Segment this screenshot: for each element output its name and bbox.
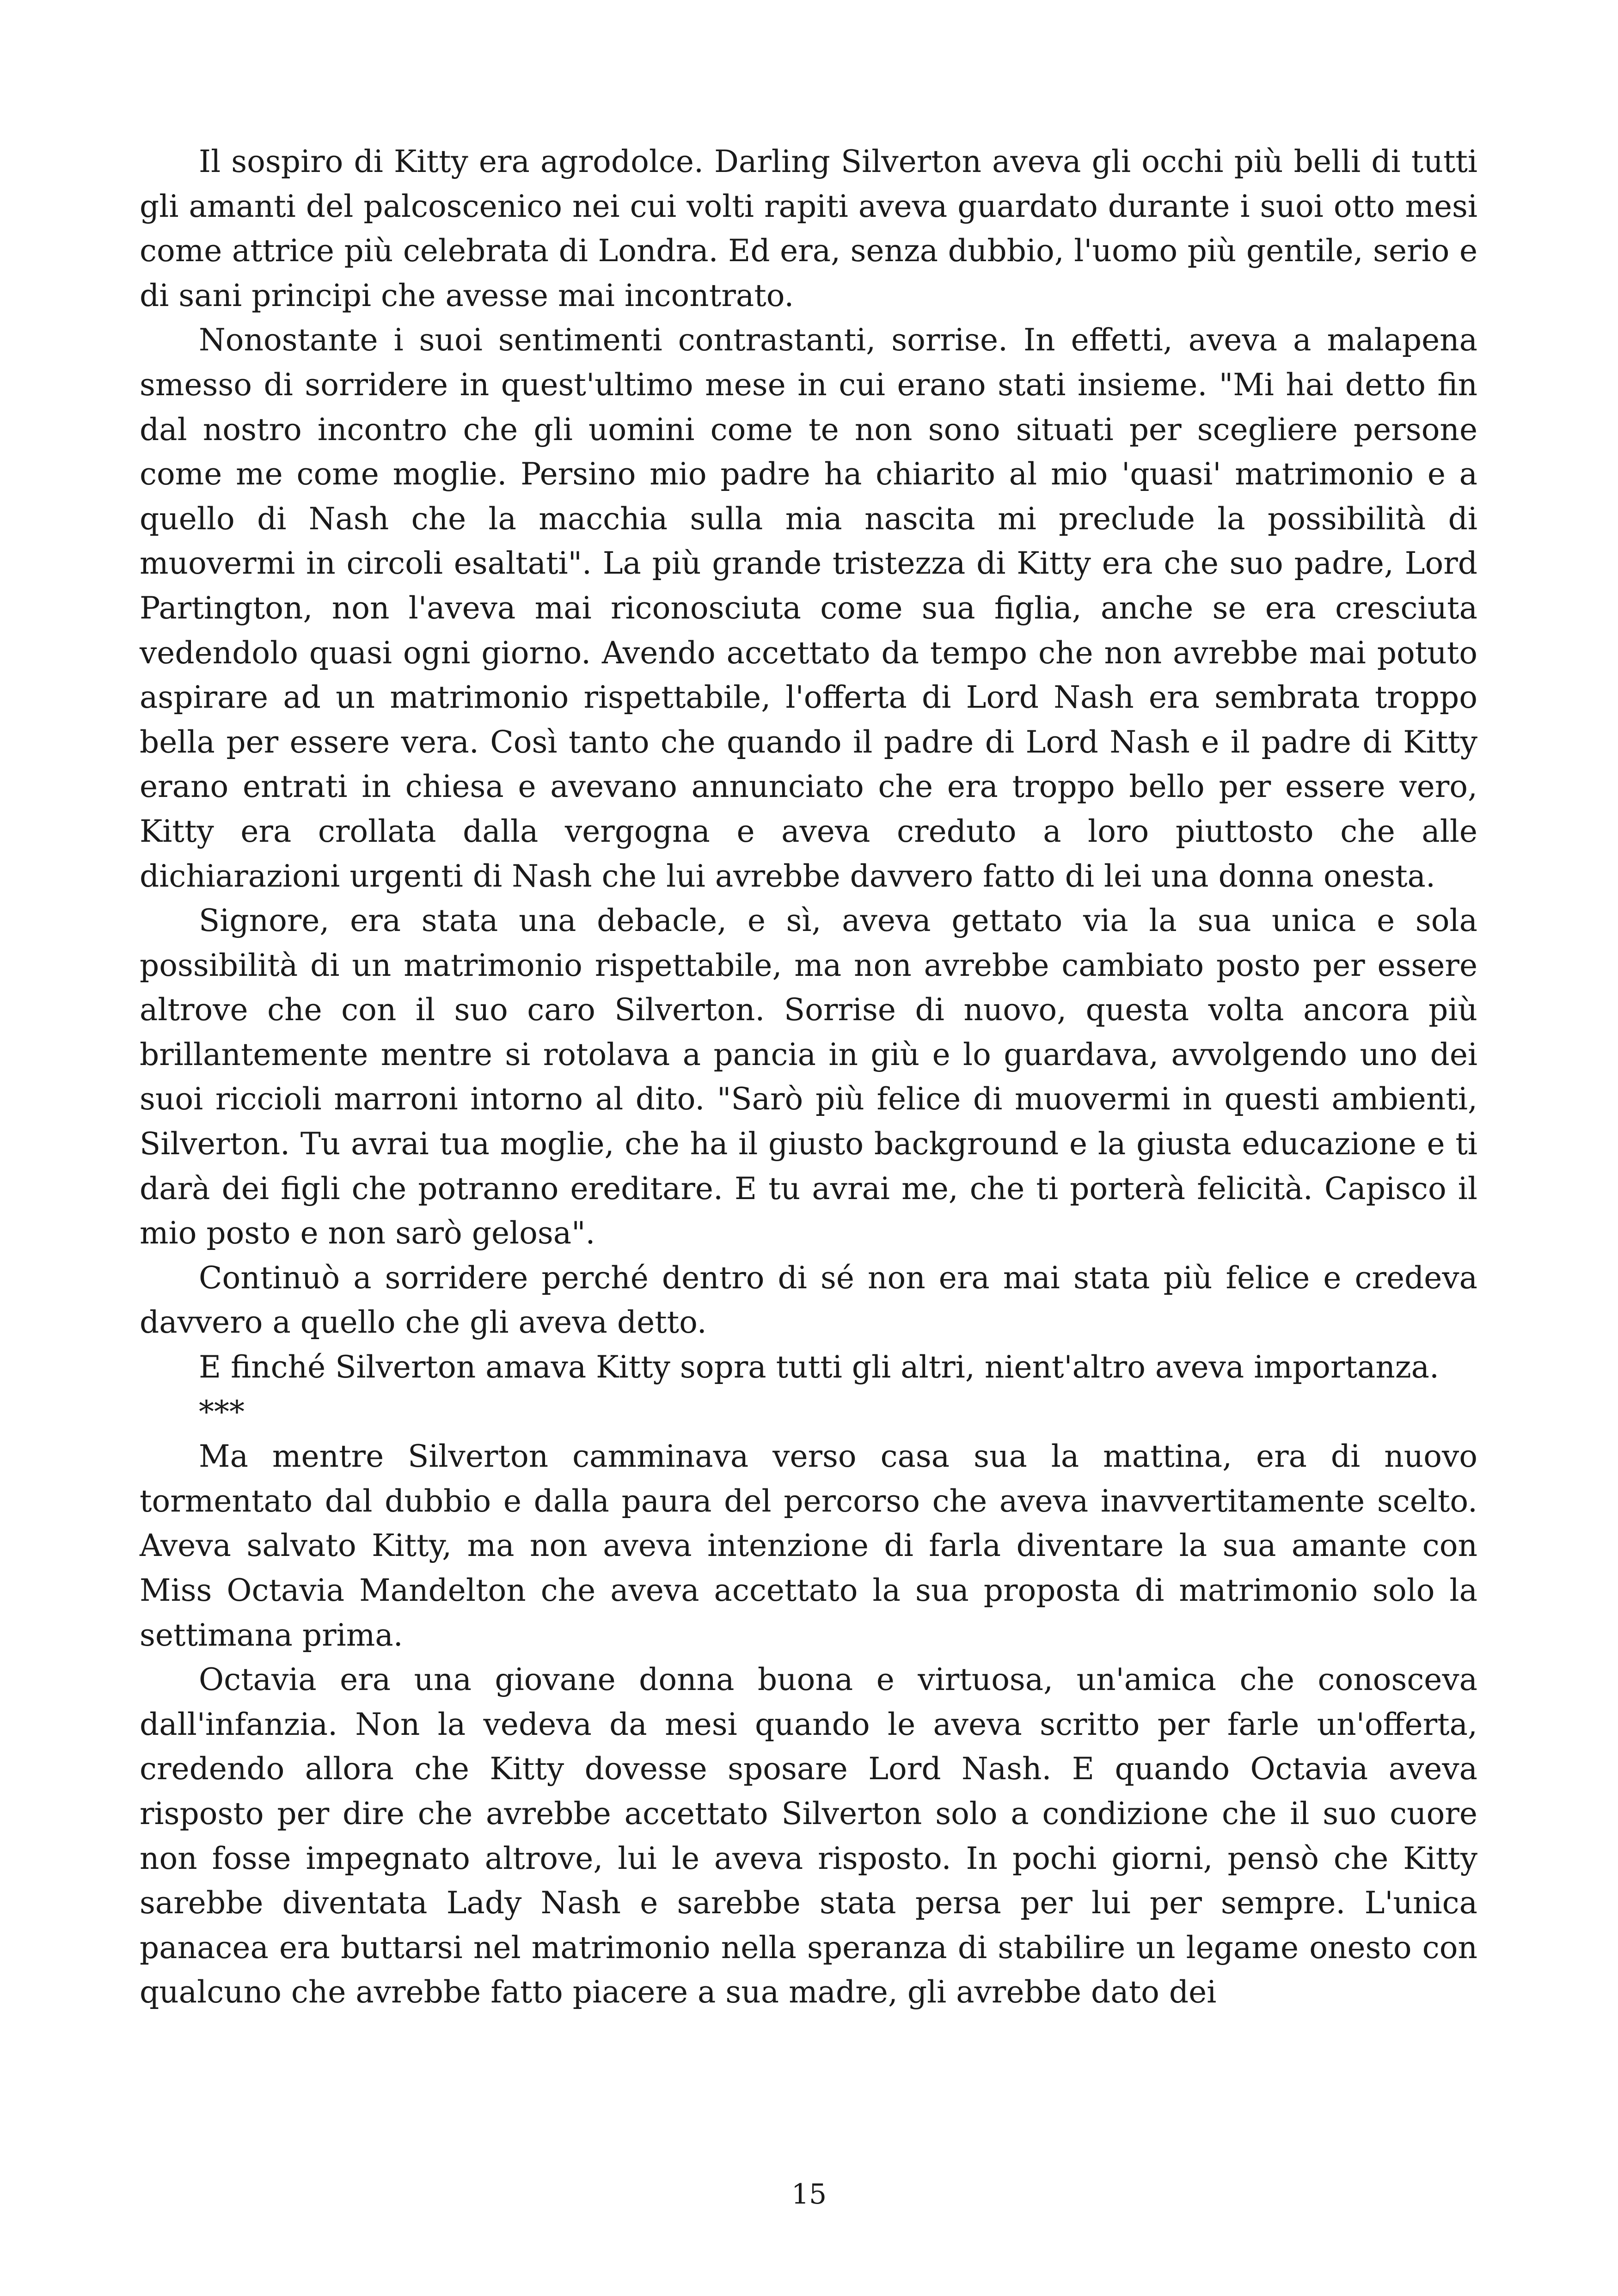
paragraph-4: Continuò a sorridere perché dentro di sé non era mai stata più felice e credeva davvero a quello che gli aveva detto. bbox=[140, 1260, 1477, 1341]
page-number: 15 bbox=[791, 2178, 827, 2210]
scene-separator: *** bbox=[199, 1394, 245, 1430]
paragraph-6: Ma mentre Silverton camminava verso casa sua la mattina, era di nuovo tormentato dal dubbio e dalla paura del percorso che aveva inavvertitamente scelto. Aveva salvato Kitty, ma non aveva intenzione di farla diventare la sua amante con Miss Octavia Mandelton che aveva accettato la sua proposta di matrimonio solo la settimana prima. bbox=[140, 1439, 1477, 1653]
paragraph-7: Octavia era una giovane donna buona e virtuosa, un'amica che conosceva dall'infanzia. Non la vedeva da mesi quando le aveva scritto per farle un'offerta, credendo allora che Kitty dovesse sposare Lord Nash. E quando Octavia aveva risposto per dire che avrebbe accettato Silverton solo a condizione che il suo cuore non fosse impegnato altrove, lui le aveva risposto. In pochi giorni, pensò che Kitty sarebbe diventata Lady Nash e sarebbe stata persa per lui per sempre. L'unica panacea era buttarsi nel matrimonio nella speranza di stabilire un legame onesto con qualcuno che avrebbe fatto piacere a sua madre, gli avrebbe dato dei bbox=[140, 1662, 1477, 2010]
paragraph-2: Nonostante i suoi sentimenti contrastanti, sorrise. In effetti, aveva a malapena smesso di sorridere in quest'ultimo mese in cui erano stati insieme. "Mi hai detto fin dal nostro incontro che gli uomini come te non sono situati per scegliere persone come me come moglie. Persino mio padre ha chiarito al mio 'quasi' matrimonio e a quello di Nash che la macchia sulla mia nascita mi preclude la possibilità di muovermi in circoli esaltati". La più grande tristezza di Kitty era che suo padre, Lord Partington, non l'aveva mai riconosciuta come sua figlia, anche se era cresciuta vedendolo quasi ogni giorno. Avendo accettato da tempo che non avrebbe mai potuto aspirare ad un matrimonio rispettabile, l'offerta di Lord Nash era sembrata troppo bella per essere vera. Così tanto che quando il padre di Lord Nash e il padre di Kitty erano entrati in chiesa e avevano annunciato che era troppo bello per essere vero, Kitty era crollata dalla vergogna e aveva creduto a loro piuttosto che alle dichiarazioni urgenti di Nash che lui avrebbe davvero fatto di lei una donna onesta. bbox=[140, 322, 1477, 894]
paragraph-3: Signore, era stata una debacle, e sì, aveva gettato via la sua unica e sola possibilità di un matrimonio rispettabile, ma non avrebbe cambiato posto per essere altrove che con il suo caro Silverton. Sorrise di nuovo, questa volta ancora più brillantemente mentre si rotolava a pancia in giù e lo guardava, avvolgendo uno dei suoi riccioli marroni intorno al dito. "Sarò più felice di muovermi in questi ambienti, Silverton. Tu avrai tua moglie, che ha il giusto background e la giusta educazione e ti darà dei figli che potranno ereditare. E tu avrai me, che ti porterà felicità. Capisco il mio posto e non sarò gelosa". bbox=[140, 903, 1477, 1251]
paragraph-5: E finché Silverton amava Kitty sopra tutti gli altri, nient'altro aveva importanza. bbox=[199, 1349, 1439, 1385]
paragraph-1: Il sospiro di Kitty era agrodolce. Darling Silverton aveva gli occhi più belli di tutti gli amanti del palcoscenico nei cui volti rapiti aveva guardato durante i suoi otto mesi come attrice più celebrata di Londra. Ed era, senza dubbio, l'uomo più gentile, serio e di sani principi che avesse mai incontrato. bbox=[140, 144, 1477, 313]
body-text bbox=[140, 140, 1477, 2015]
